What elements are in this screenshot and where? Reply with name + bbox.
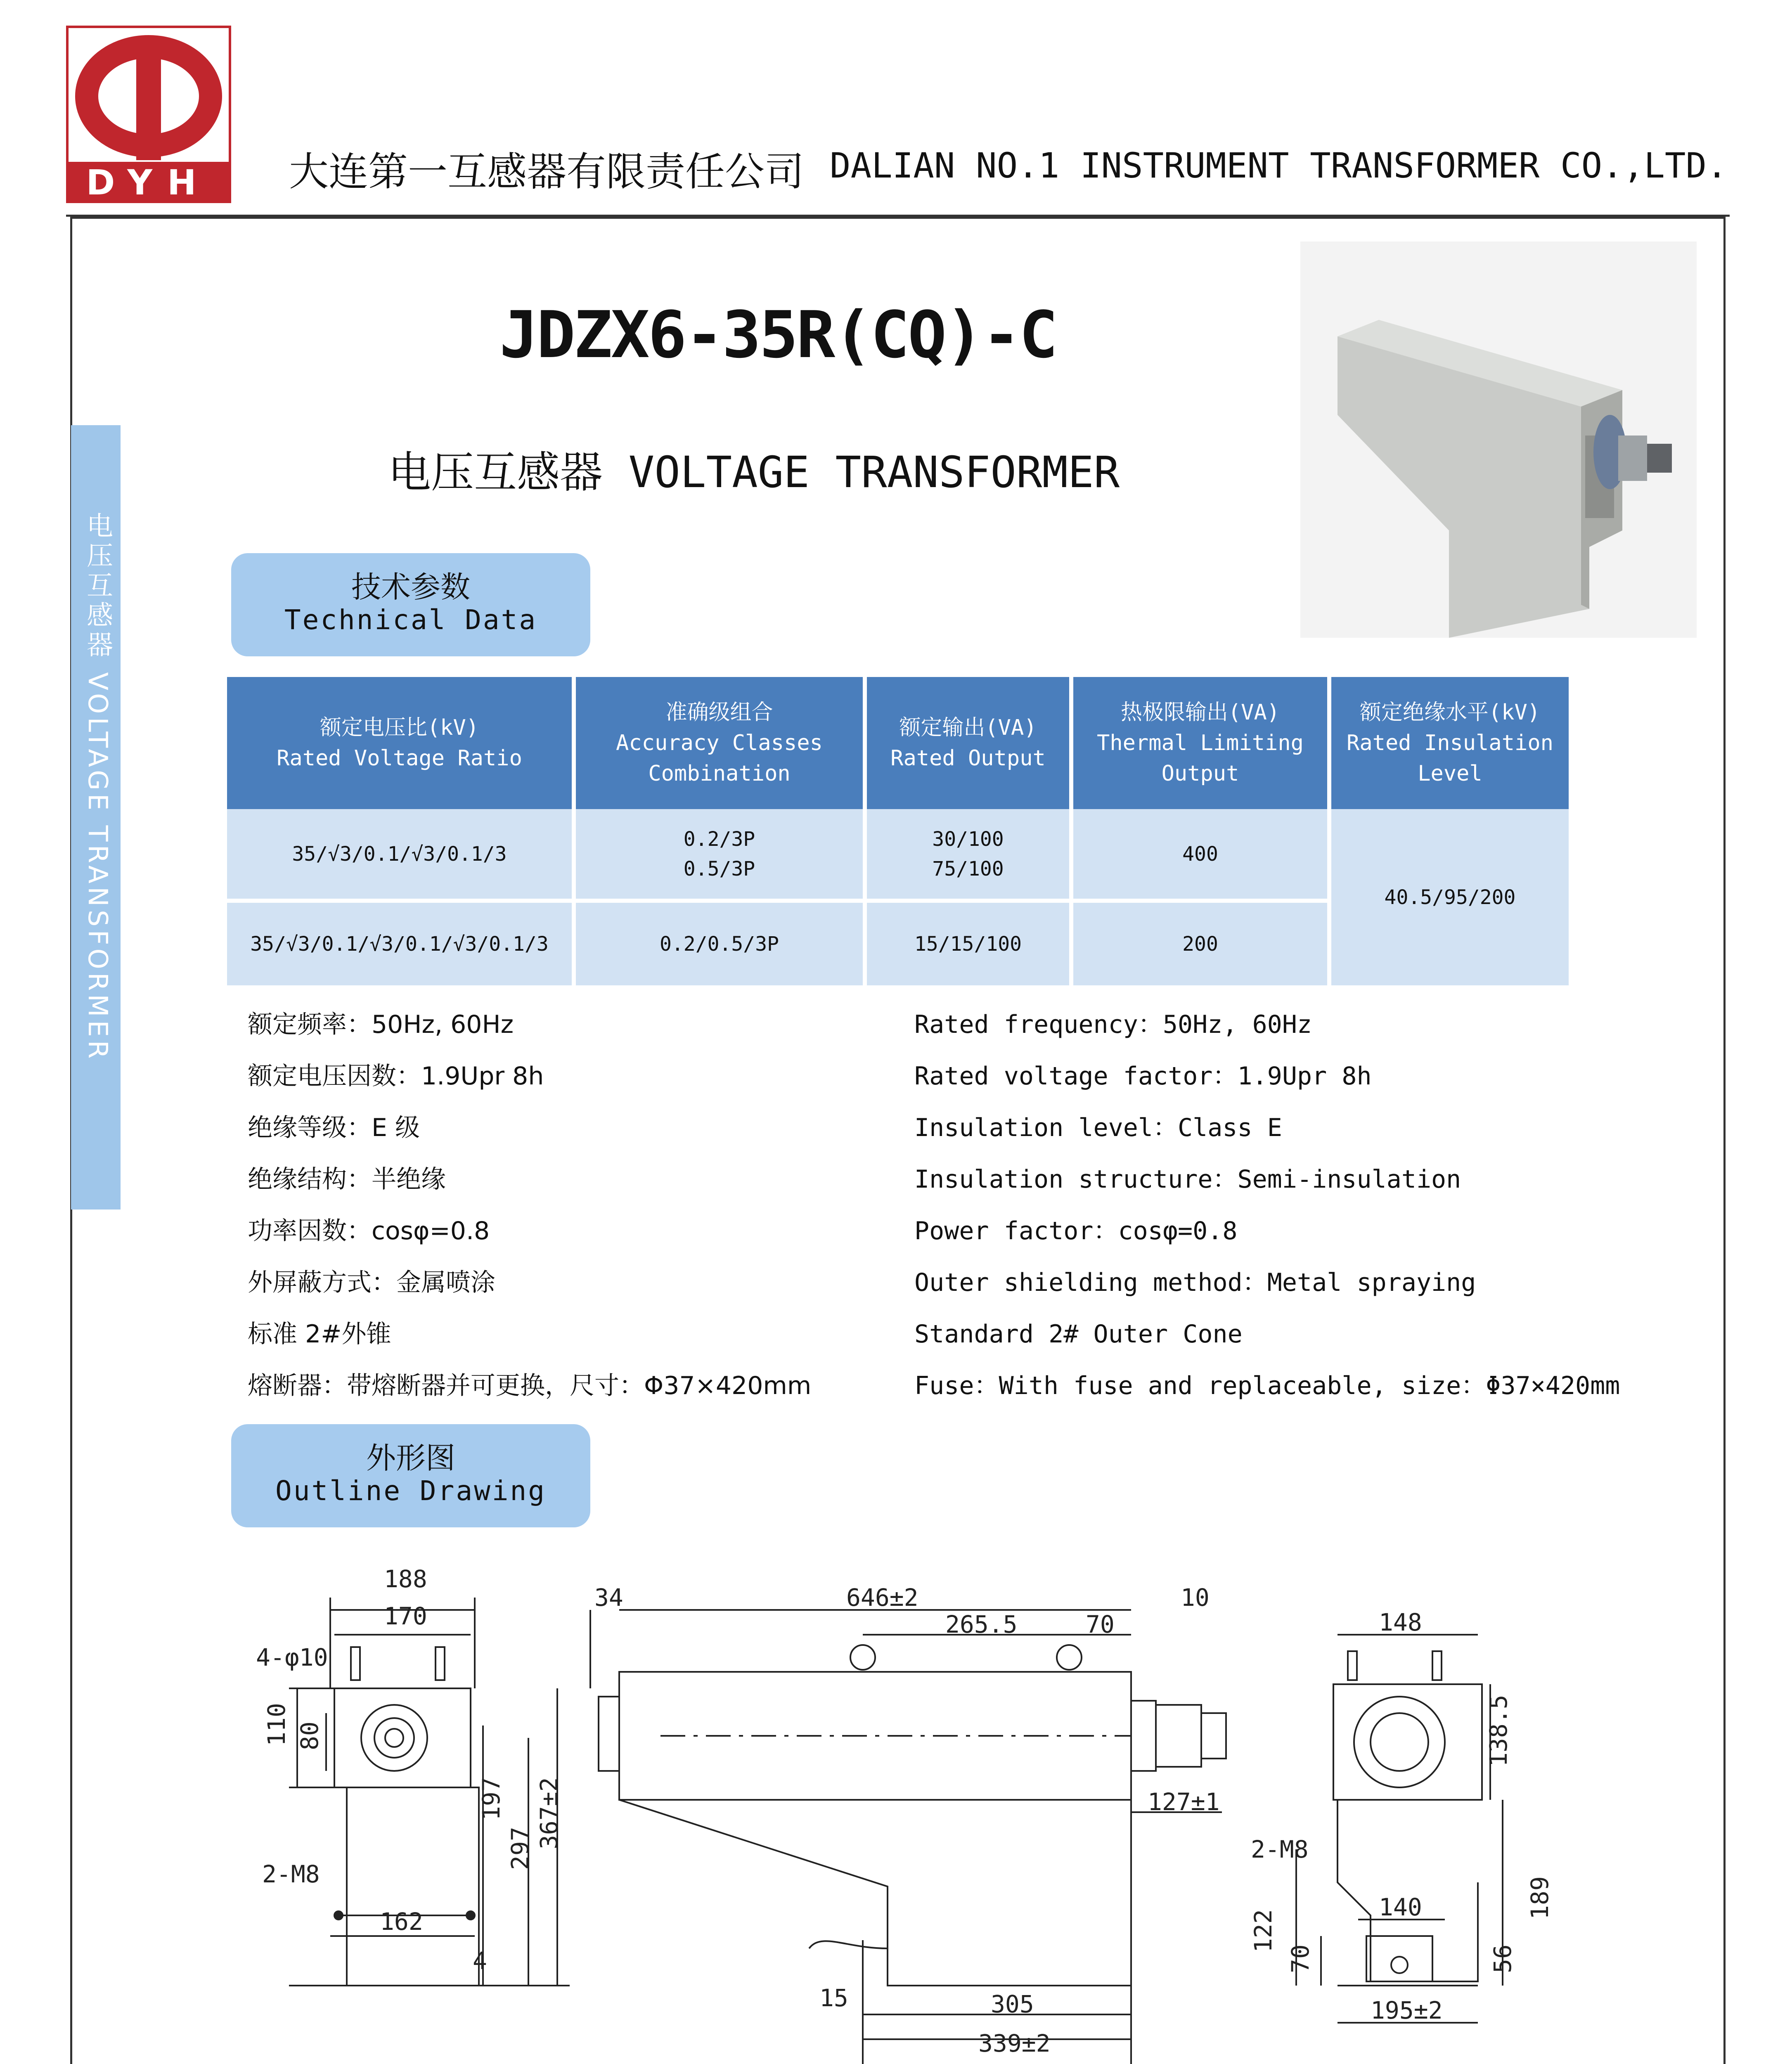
param-en: Standard 2# Outer Cone xyxy=(914,1320,1243,1349)
dim-label: 10 xyxy=(1181,1584,1210,1612)
outline-heading-en: Outline Drawing xyxy=(275,1475,547,1507)
dim-label: 265.5 xyxy=(945,1610,1018,1638)
cell-thermal: 200 xyxy=(1071,901,1329,987)
param-en: Power factor：cosφ=0.8 xyxy=(914,1217,1238,1245)
end-view-drawing xyxy=(1296,1635,1503,2023)
dim-label: 162 xyxy=(380,1908,423,1936)
tech-heading-cn: 技术参数 xyxy=(351,570,470,604)
side-view-drawing xyxy=(590,1610,1226,2064)
param-cn: 额定电压因数：1.9Upr 8h xyxy=(248,1062,544,1091)
dim-label: 122 xyxy=(1249,1909,1277,1953)
dim-label: 195±2 xyxy=(1371,1996,1443,2024)
dim-label: 188 xyxy=(384,1565,427,1593)
header-rated-output: 额定输出(VA) Rated Output xyxy=(865,677,1071,809)
cell-accuracy: 0.2/3P 0.5/3P xyxy=(574,809,865,901)
param-cn: 标准 2#外锥 xyxy=(248,1320,391,1349)
side-category-label: 电压互感器 VOLTAGE TRANSFORMER xyxy=(82,512,113,1062)
dim-label: 138.5 xyxy=(1484,1695,1513,1767)
cell-ratio: 35/√3/0.1/√3/0.1/3 xyxy=(227,809,574,901)
dim-label: 197 xyxy=(477,1777,505,1820)
header-voltage-ratio: 额定电压比(kV) Rated Voltage Ratio xyxy=(227,677,574,809)
param-cn: 绝缘结构：半绝缘 xyxy=(248,1165,446,1194)
dim-label: 15 xyxy=(819,1984,848,2012)
cell-output: 30/100 75/100 xyxy=(865,809,1071,901)
dim-label: 34 xyxy=(594,1584,623,1612)
header-thermal: 热极限输出(VA) Thermal Limiting Output xyxy=(1071,677,1329,809)
dim-label: 297 xyxy=(506,1827,534,1870)
logo-text: DYH xyxy=(66,162,231,203)
dim-label: 4-φ10 xyxy=(256,1643,328,1671)
param-en: Fuse：With fuse and replaceable, size：Φ37×420mm xyxy=(914,1371,1620,1400)
company-name-cn: 大连第一互感器有限责任公司 xyxy=(289,149,804,195)
header-insulation: 额定绝缘水平(kV) Rated Insulation Level xyxy=(1329,677,1569,809)
outline-heading-cn: 外形图 xyxy=(366,1441,455,1475)
param-cn: 功率因数：cosφ=0.8 xyxy=(248,1217,490,1245)
dim-label: 646±2 xyxy=(846,1584,918,1612)
dim-label: 4 xyxy=(473,1947,487,1975)
front-view-drawing xyxy=(289,1598,570,1986)
dim-label: 170 xyxy=(384,1602,427,1630)
cell-insulation: 40.5/95/200 xyxy=(1329,809,1569,987)
dim-label: 70 xyxy=(1286,1944,1314,1973)
param-en: Insulation level：Class E xyxy=(914,1113,1282,1142)
product-subtitle: 电压互感器 VOLTAGE TRANSFORMER xyxy=(388,447,1120,497)
dim-label: 2-M8 xyxy=(262,1860,320,1888)
param-en: Insulation structure：Semi-insulation xyxy=(914,1165,1461,1194)
param-cn: 熔断器：带熔断器并可更换，尺寸：Φ37×420mm xyxy=(248,1371,812,1400)
header-accuracy: 准确级组合 Accuracy Classes Combination xyxy=(574,677,865,809)
param-en: Rated voltage factor：1.9Upr 8h xyxy=(914,1062,1372,1091)
company-name-en: DALIAN NO.1 INSTRUMENT TRANSFORMER CO.,LTD. xyxy=(830,145,1728,186)
dim-label: 80 xyxy=(296,1721,324,1750)
cell-thermal: 400 xyxy=(1071,809,1329,901)
dim-label: 339±2 xyxy=(978,2029,1051,2057)
dim-label: 110 xyxy=(263,1703,291,1746)
param-cn: 额定频率：50Hz, 60Hz xyxy=(248,1010,514,1039)
tech-heading-en: Technical Data xyxy=(284,604,537,636)
cell-output: 15/15/100 xyxy=(865,901,1071,987)
cell-accuracy: 0.2/0.5/3P xyxy=(574,901,865,987)
dim-label: 56 xyxy=(1489,1944,1517,1973)
dim-label: 2-M8 xyxy=(1251,1835,1309,1863)
dim-label: 70 xyxy=(1086,1610,1115,1638)
param-en: Outer shielding method：Metal spraying xyxy=(914,1268,1476,1297)
product-model: JDZX6-35R(CQ)-C xyxy=(499,297,1056,372)
dim-label: 367±2 xyxy=(535,1777,563,1849)
dim-label: 305 xyxy=(991,1990,1034,2018)
param-en: Rated frequency：50Hz, 60Hz xyxy=(914,1010,1312,1039)
param-cn: 绝缘等级：E 级 xyxy=(248,1113,420,1142)
dim-label: 189 xyxy=(1526,1876,1554,1920)
dim-label: 148 xyxy=(1379,1608,1422,1636)
cell-ratio: 35/√3/0.1/√3/0.1/√3/0.1/3 xyxy=(227,901,574,987)
param-cn: 外屏蔽方式：金属喷涂 xyxy=(248,1268,495,1297)
dim-label: 140 xyxy=(1379,1893,1422,1921)
dim-label: 127±1 xyxy=(1148,1788,1220,1816)
